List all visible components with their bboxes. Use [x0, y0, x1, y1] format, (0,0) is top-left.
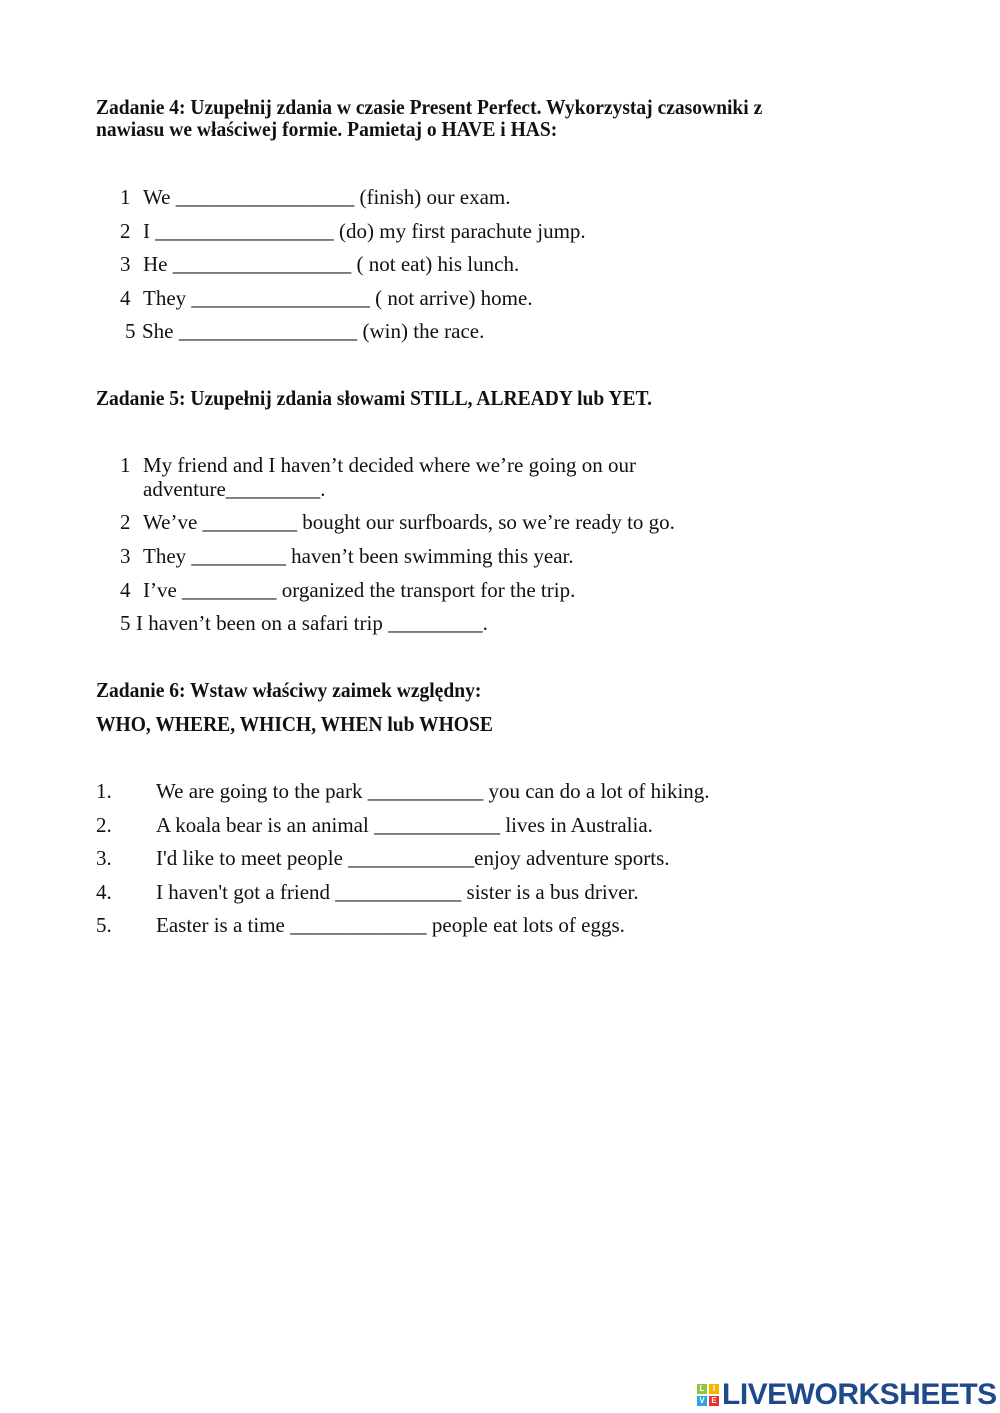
task4-title-line1: Zadanie 4: Uzupełnij zdania w czasie Present Perfect. Wykorzystaj czasowniki z — [96, 95, 763, 119]
liveworksheets-logo — [697, 1378, 997, 1412]
task5-item: I haven’t been on a safari trip _________. — [136, 611, 488, 635]
logo-cube: E — [709, 1396, 719, 1406]
task4-item: We _________________ (finish) our exam. — [143, 185, 511, 209]
task5-item: We’ve _________ bought our surfboards, so we’re ready to go. — [143, 510, 675, 534]
task4-item: They _________________ ( not arrive) home. — [143, 286, 533, 310]
item-number: 3. — [96, 846, 112, 870]
task4-item: I _________________ (do) my first parachute jump. — [143, 219, 586, 243]
task6-item: Easter is a time _____________ people eat lots of eggs. — [156, 913, 625, 937]
item-number: 1. — [96, 779, 112, 803]
item-number: 5. — [96, 913, 112, 937]
task4-item: He _________________ ( not eat) his lunch. — [143, 252, 520, 276]
item-number: 4. — [96, 880, 112, 904]
task5-item: My friend and I haven’t decided where we’re going on our — [143, 453, 636, 477]
logo-cube: V — [697, 1396, 707, 1406]
task5-item-cont: adventure_________. — [143, 477, 326, 501]
item-number: 3 — [120, 252, 131, 276]
task4-title-line2: nawiasu we właściwej formie. Pamietaj o HAVE i HAS: — [96, 117, 558, 141]
task5-title: Zadanie 5: Uzupełnij zdania słowami STILL, ALREADY lub YET. — [96, 386, 652, 410]
task6-item: I haven't got a friend ____________ sister is a bus driver. — [156, 880, 639, 904]
item-number: 1 — [120, 453, 131, 477]
task6-item: I'd like to meet people ____________enjoy adventure sports. — [156, 846, 670, 870]
logo-text: LIVEWORKSHEETS — [722, 1378, 997, 1411]
item-number: 5 — [120, 611, 131, 635]
item-number: 4 — [120, 286, 131, 310]
item-number: 2 — [120, 219, 131, 243]
task4-item: She _________________ (win) the race. — [142, 319, 485, 343]
item-number: 3 — [120, 544, 131, 568]
task6-item: A koala bear is an animal ____________ lives in Australia. — [156, 813, 653, 837]
item-number: 2. — [96, 813, 112, 837]
item-number: 4 — [120, 578, 131, 602]
item-number: 5 — [125, 319, 136, 343]
logo-cube: I — [709, 1384, 719, 1394]
task6-title-line1: Zadanie 6: Wstaw właściwy zaimek względny: — [96, 678, 482, 702]
task5-item: I’ve _________ organized the transport for the trip. — [143, 578, 576, 602]
item-number: 1 — [120, 185, 131, 209]
logo-cube: L — [697, 1384, 707, 1394]
task6-item: We are going to the park ___________ you can do a lot of hiking. — [156, 779, 710, 803]
task6-title-line2: WHO, WHERE, WHICH, WHEN lub WHOSE — [96, 712, 493, 736]
item-number: 2 — [120, 510, 131, 534]
task5-item: They _________ haven’t been swimming this year. — [143, 544, 574, 568]
logo-cubes-icon — [697, 1384, 719, 1406]
